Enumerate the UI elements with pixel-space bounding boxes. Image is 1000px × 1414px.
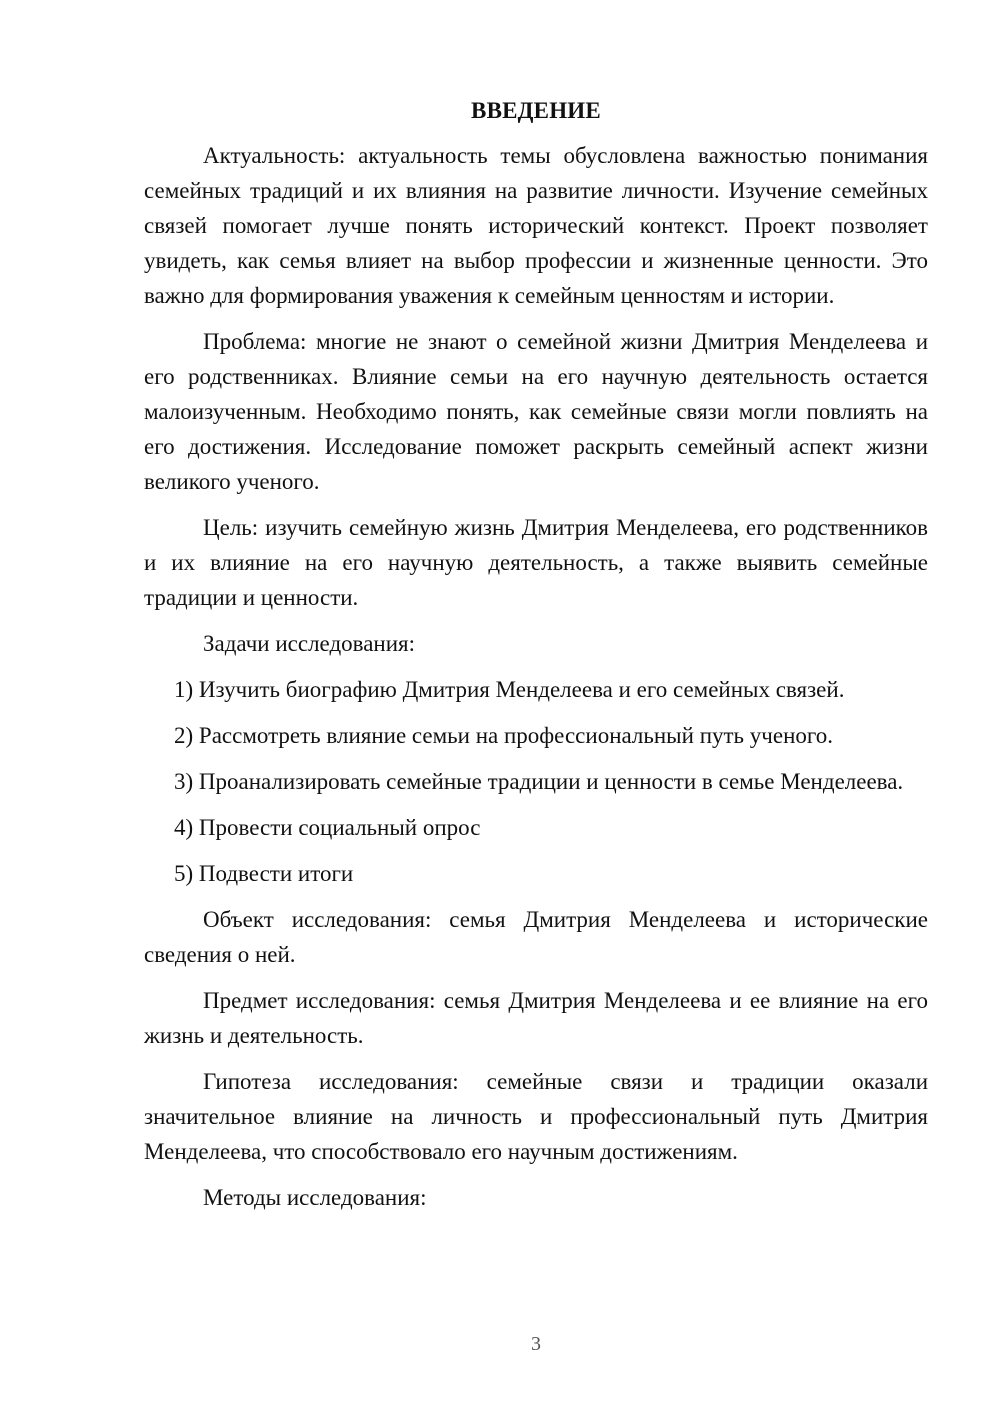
- paragraph-goal: Цель: изучить семейную жизнь Дмитрия Менделеева, его родственников и их влияние на его научную деятельность, а также выявить семейные традиции и ценности.: [144, 515, 928, 610]
- paragraph-subject: Предмет исследования: семья Дмитрия Менделеева и ее влияние на его жизнь и деятельность.: [144, 988, 928, 1048]
- document-body: [144, 96, 928, 1226]
- paragraph-relevance: Актуальность: актуальность темы обусловлена важностью понимания семейных традиций и их влияния на развитие личности. Изучение семейных связей помогает лучше понять исторический контекст. Проект позволяет увидеть, как семья влияет на выбор профессии и жизненные ценности. Это важно для формирования уважения к семейным ценностям и истории.: [144, 143, 928, 308]
- task-item-5: 5) Подвести итоги: [174, 861, 354, 886]
- paragraph-problem: Проблема: многие не знают о семейной жизни Дмитрия Менделеева и его родственниках. Влияние семьи на его научную деятельность остается малоизученным. Необходимо понять, как семейные связи могли повлиять на его достижения. Исследование поможет раскрыть семейный аспект жизни великого ученого.: [144, 329, 928, 494]
- task-item-2: 2) Рассмотреть влияние семьи на профессиональный путь ученого.: [174, 723, 833, 748]
- tasks-heading: Задачи исследования:: [203, 631, 416, 656]
- page-number: 3: [531, 1333, 541, 1355]
- paragraph-methods: Методы исследования:: [203, 1185, 427, 1210]
- task-item-4: 4) Провести социальный опрос: [174, 815, 481, 840]
- paragraph-hypothesis: Гипотеза исследования: семейные связи и традиции оказали значительное влияние на личность и профессиональный путь Дмитрия Менделеева, что способствовало его научным достижениям.: [144, 1069, 928, 1164]
- section-title: ВВЕДЕНИЕ: [471, 98, 601, 123]
- paragraph-object: Объект исследования: семья Дмитрия Менделеева и исторические сведения о ней.: [144, 907, 928, 967]
- task-item-3: 3) Проанализировать семейные традиции и ценности в семье Менделеева.: [174, 769, 904, 794]
- task-item-1: 1) Изучить биографию Дмитрия Менделеева и его семейных связей.: [174, 677, 845, 702]
